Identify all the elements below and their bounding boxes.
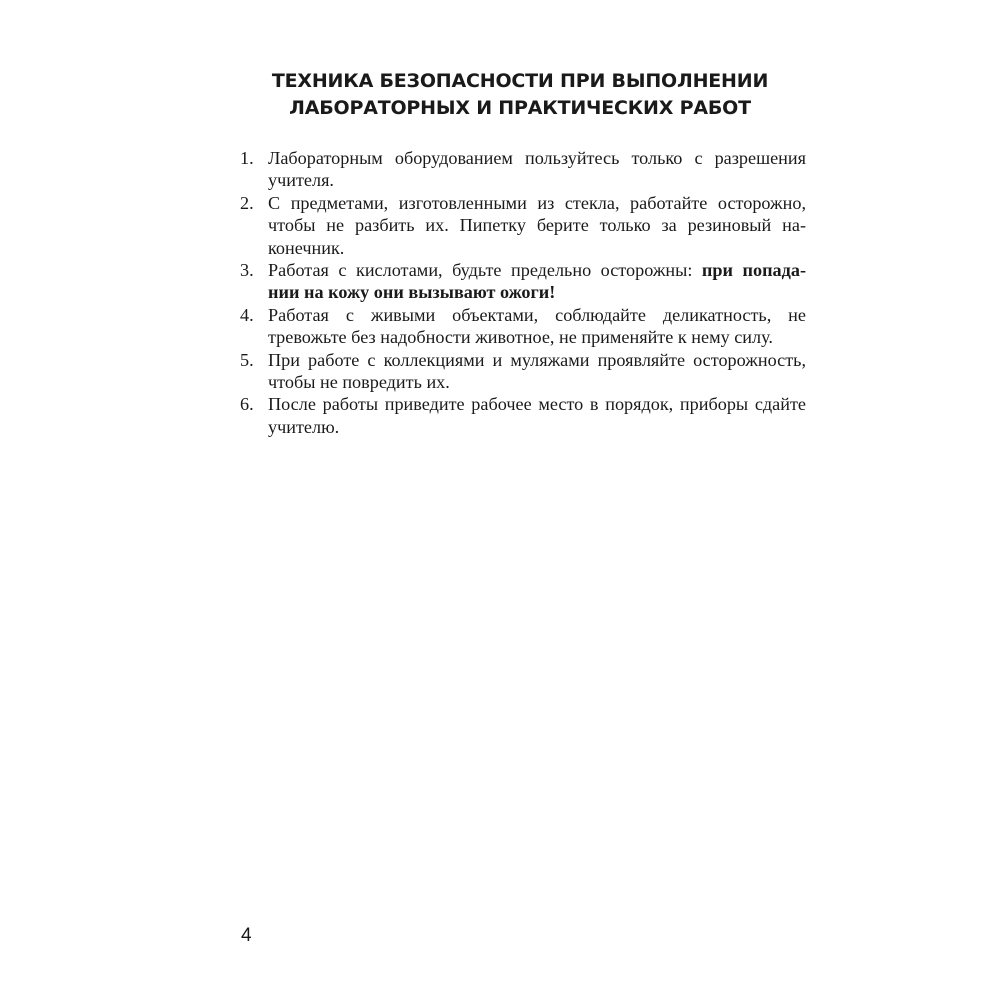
item-text-line: чтобы не разбить их. Пипетку берите только за резиновый на- [268, 215, 806, 236]
list-item [240, 192, 806, 259]
item-text-emphasis: нии на кожу они вызывают ожоги! [268, 282, 556, 303]
item-text-regular: Работая с кислотами, будьте предельно осторожны: [268, 260, 702, 281]
title-line-2: ЛАБОРАТОРНЫХ И ПРАКТИЧЕСКИХ РАБОТ [289, 97, 751, 119]
item-number: 4. [240, 304, 254, 325]
item-text-line: Работая с живыми объектами, соблюдайте деликатность, не [268, 304, 806, 325]
item-text-line: Лабораторным оборудованием пользуйтесь только с разрешения [268, 148, 806, 168]
item-text-line: С предметами, изготовленными из стекла, работайте осторожно, [268, 192, 806, 213]
item-text-line: конечник. [268, 237, 345, 258]
item-text-line: учителю. [268, 416, 340, 437]
safety-rules-list [240, 147, 806, 438]
item-number: 2. [240, 192, 254, 213]
item-text-line [268, 259, 806, 281]
list-item [240, 393, 806, 438]
item-text-emphasis: при попада- [701, 260, 806, 281]
title-line-1: ТЕХНИКА БЕЗОПАСНОСТИ ПРИ ВЫПОЛНЕНИИ [271, 70, 769, 92]
list-item [240, 349, 806, 394]
item-number: 5. [240, 349, 254, 370]
item-text-line: тревожьте без надобности животное, не применяйте к нему силу. [268, 327, 773, 348]
item-text-line: При работе с коллекциями и муляжами проявляйте осторожность, [268, 349, 806, 370]
item-text-line: После работы приведите рабочее место в порядок, приборы сдайте [268, 394, 806, 415]
list-item [240, 259, 806, 304]
page-number: 4 [241, 925, 252, 946]
page-title [240, 68, 800, 122]
item-text-line: чтобы не повредить их. [268, 372, 450, 393]
item-number: 3. [240, 260, 254, 281]
list-item [240, 304, 806, 349]
list-item [240, 147, 806, 192]
item-text-line: учителя. [268, 170, 334, 191]
item-number: 1. [240, 148, 254, 168]
item-number: 6. [240, 394, 254, 415]
